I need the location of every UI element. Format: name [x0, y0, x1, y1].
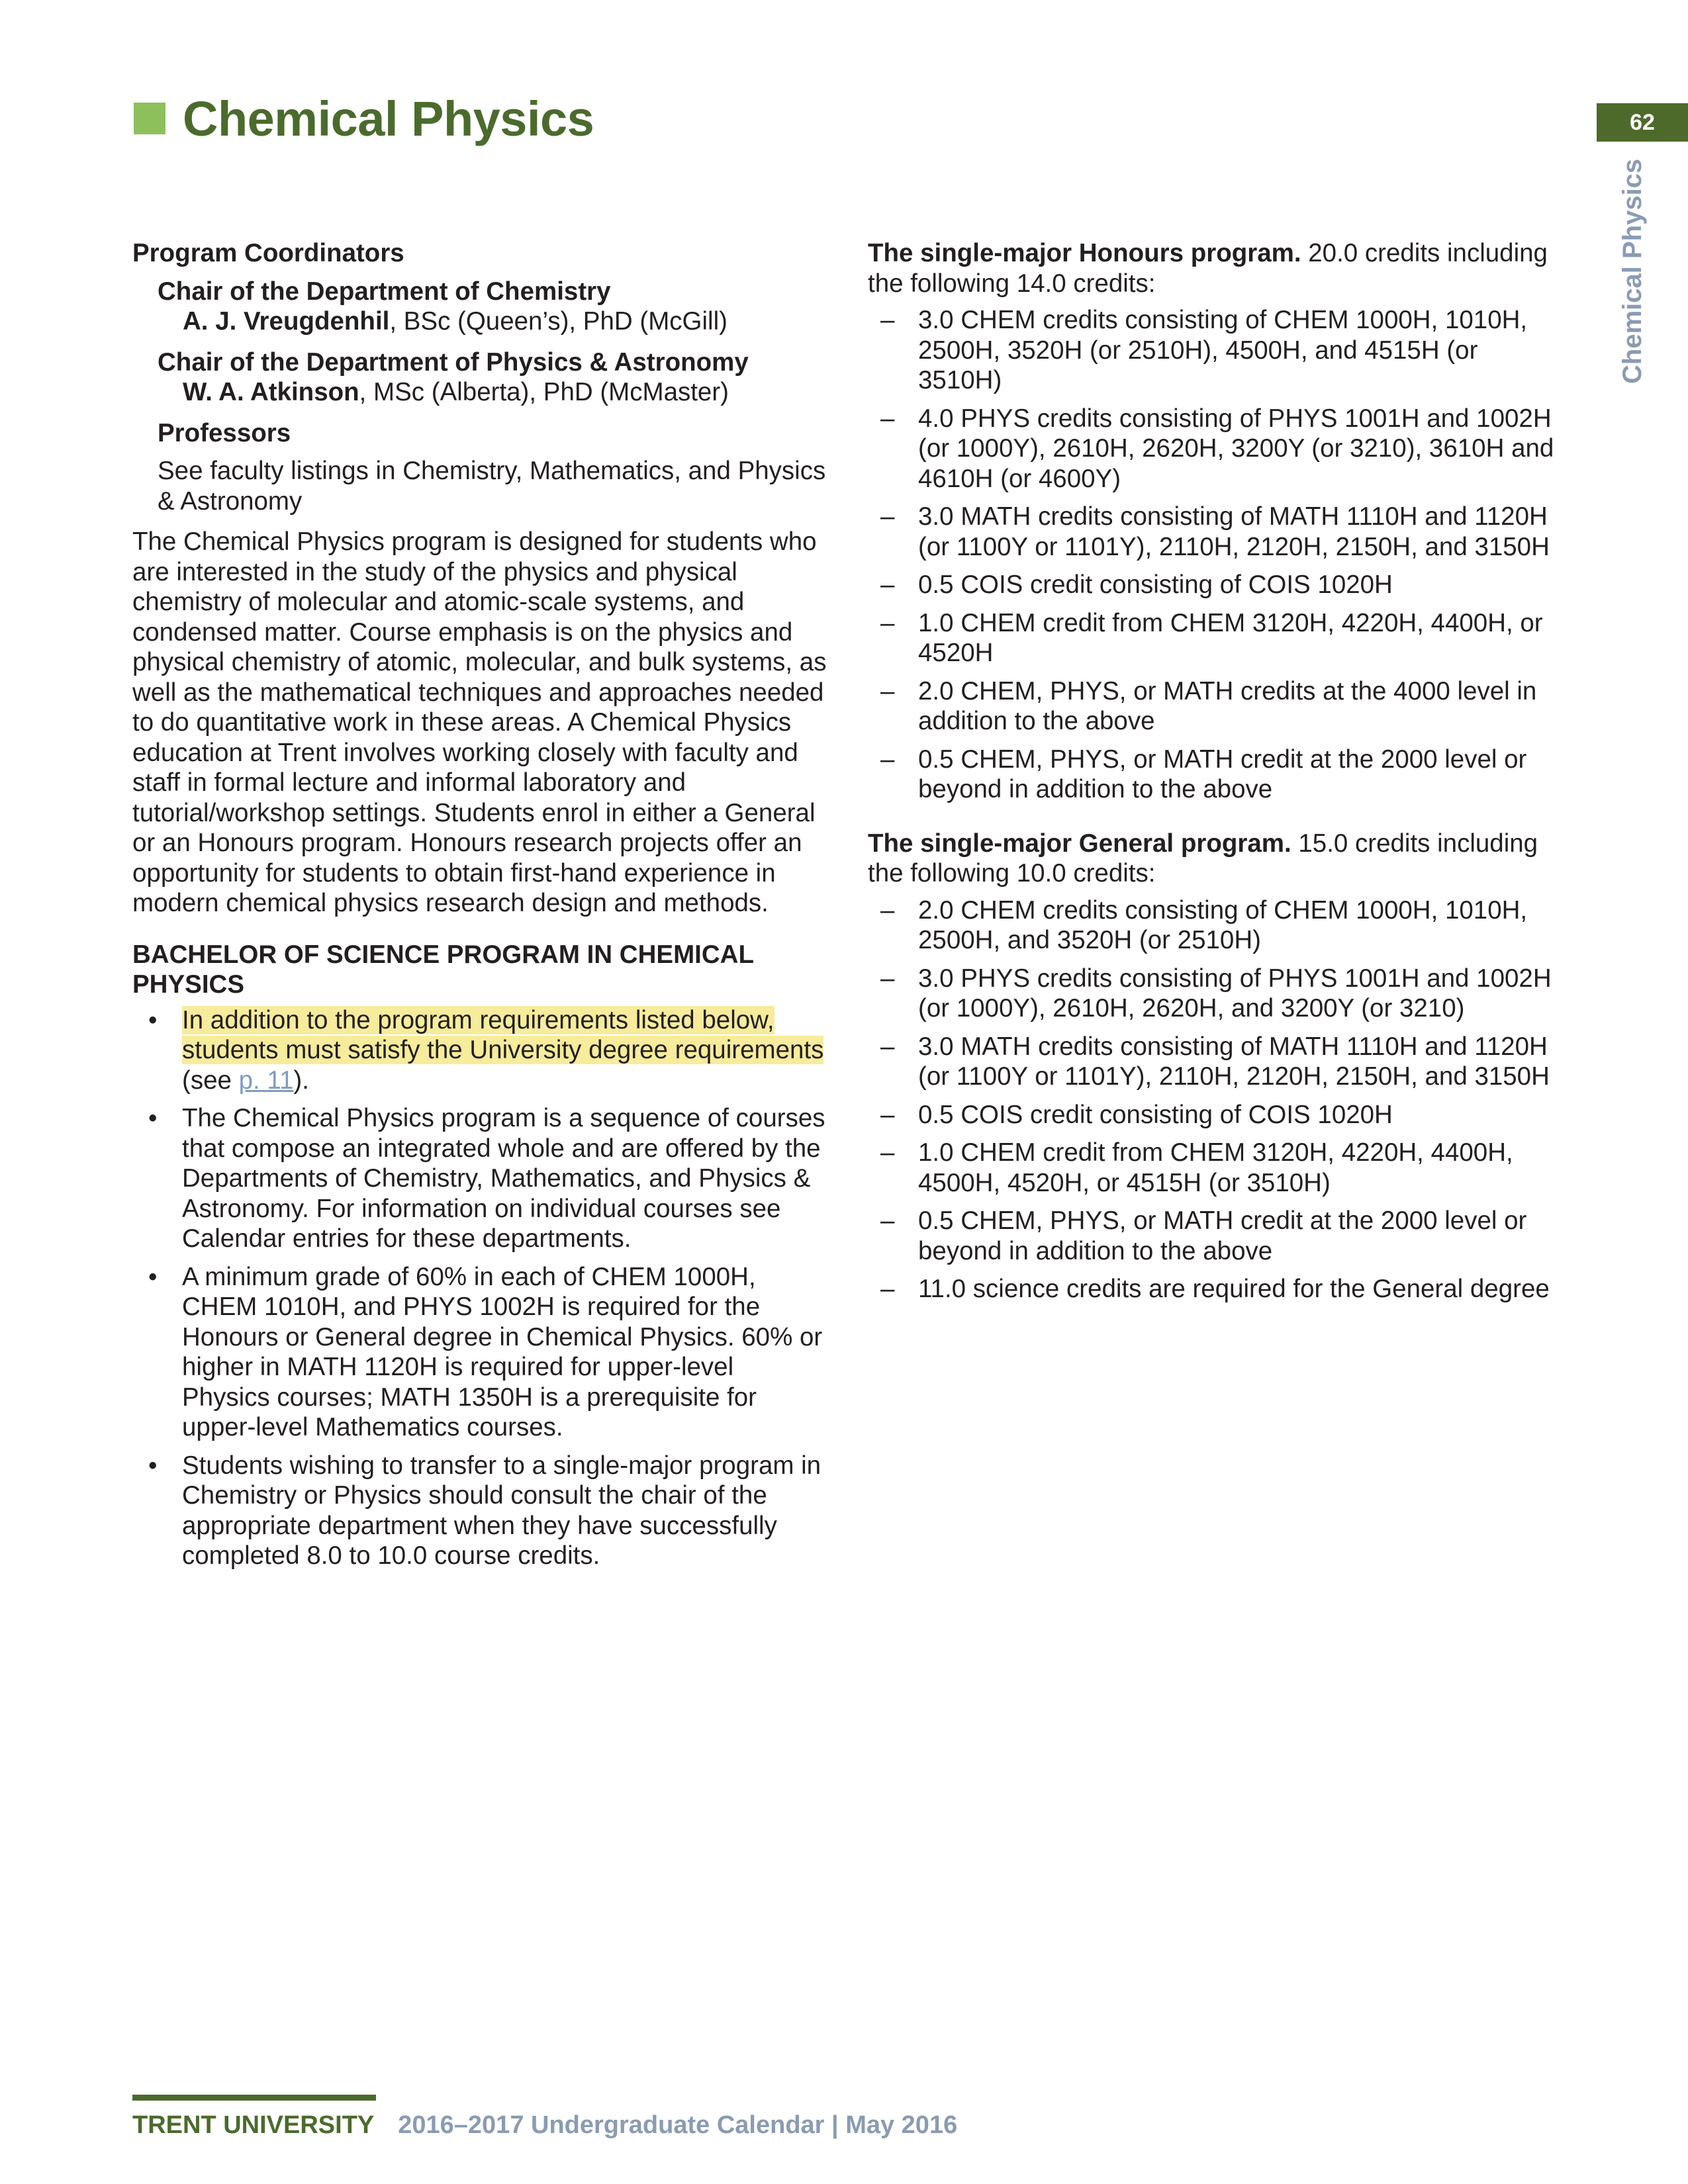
side-tab-label: Chemical Physics — [1618, 158, 1647, 384]
program-intro: The Chemical Physics program is designed for students who are interested in the study of the physics and physical chemistry of molecular and atomic-scale systems, and condensed matter. Course emphasis is on the physics and physical chemistry of atomic, molecular, and bulk systems, as well as the mathematical techniques and approaches needed to do quantitative work in these areas. A Chemical Physics education at Trent involves working closely with faculty and staff in formal lecture and informal laboratory and tutorial/workshop settings. Students enrol in either a General or an Honours program. Honours research projects offer an opportunity for students to obtain first-hand experience in modern chemical physics research design and methods. — [132, 527, 827, 917]
highlighted-text: In addition to the program requirements listed below, students must satisfy the University degree requirements — [182, 1005, 824, 1064]
general-requirements-list — [868, 895, 1563, 1304]
list-item — [868, 1138, 1563, 1198]
professors-text: See faculty listings in Chemistry, Mathematics, and Physics & Astronomy — [158, 457, 826, 516]
honours-title: The single-major Honours program. — [868, 239, 1301, 267]
bullet-icon: • — [148, 1451, 158, 1480]
list-item — [868, 1274, 1563, 1304]
list-item — [868, 608, 1563, 668]
right-column — [868, 238, 1563, 1328]
list-item — [868, 305, 1563, 396]
dash-icon: – — [880, 570, 895, 599]
bullet-icon: • — [148, 1262, 158, 1291]
footer-calendar: 2016–2017 Undergraduate Calendar | May 2016 — [398, 2111, 958, 2139]
list-item — [132, 1103, 827, 1254]
list-item — [868, 1206, 1563, 1266]
bsc-heading: BACHELOR OF SCIENCE PROGRAM IN CHEMICAL PHYSICS — [132, 940, 754, 999]
page-title: Chemical Physics — [183, 91, 594, 146]
list-item-text: 4.0 PHYS credits consisting of PHYS 1001H and 1002H (or 1000Y), 2610H, 2620H, 3200Y (or 3210), 3610H and 4610H (or 4600Y) — [918, 404, 1554, 493]
list-item-text: 3.0 PHYS credits consisting of PHYS 1001H and 1002H (or 1000Y), 2610H, 2620H, and 3200Y (or 3210) — [918, 964, 1552, 1023]
list-item — [132, 1005, 827, 1096]
general-heading — [868, 829, 1563, 889]
phys-chair-credentials: , MSc (Alberta), PhD (McMaster) — [359, 378, 729, 406]
dash-icon: – — [880, 1100, 895, 1129]
page-11-link[interactable]: p. 11 — [238, 1066, 294, 1095]
page-number: 62 — [1597, 103, 1688, 142]
list-item-text: 2.0 CHEM, PHYS, or MATH credits at the 4000 level in addition to the above — [918, 676, 1537, 735]
chem-chair-title: Chair of the Department of Chemistry — [158, 277, 611, 306]
dash-icon: – — [880, 895, 895, 925]
list-item — [868, 404, 1563, 494]
honours-intro: 20.0 credits including the following 14.0 credits: — [868, 239, 1548, 298]
dash-icon: – — [880, 1206, 895, 1235]
chem-chair-person — [183, 306, 827, 337]
footer — [132, 2111, 957, 2140]
general-intro: 15.0 credits including the following 10.0 credits: — [868, 829, 1538, 887]
list-item-text: 3.0 MATH credits consisting of MATH 1110H and 1120H (or 1100Y or 1101Y), 2110H, 2120H, 2150H, and 3150H — [918, 502, 1550, 561]
list-item-text: A minimum grade of 60% in each of CHEM 1000H, CHEM 1010H, and PHYS 1002H is required for the Honours or General degree in Chemical Physics. 60% or higher in MATH 1120H is required for upper-level Physics courses; MATH 1350H is a prerequisite for upper-level Mathematics courses. — [182, 1262, 823, 1441]
list-item-text: 0.5 COIS credit consisting of COIS 1020H — [918, 1100, 1393, 1129]
list-item — [132, 1451, 827, 1571]
list-item — [132, 1262, 827, 1443]
list-item-text: 0.5 CHEM, PHYS, or MATH credit at the 2000 level or beyond in addition to the above — [918, 1206, 1527, 1265]
list-item — [868, 745, 1563, 805]
list-item-text: Students wishing to transfer to a single-major program in Chemistry or Physics should consult the chair of the appropriate department when they have successfully completed 8.0 to 10.0 course credits. — [182, 1451, 821, 1570]
footer-university: TRENT UNIVERSITY — [132, 2111, 375, 2139]
list-item — [868, 570, 1563, 600]
list-item-text: 3.0 CHEM credits consisting of CHEM 1000H, 1010H, 2500H, 3520H (or 2510H), 4500H, and 4515H (or 3510H) — [918, 306, 1528, 394]
list-item-text: 3.0 MATH credits consisting of MATH 1110H and 1120H (or 1100Y or 1101Y), 2110H, 2120H, 2150H, and 3150H — [918, 1032, 1550, 1091]
list-item-text: 0.5 CHEM, PHYS, or MATH credit at the 2000 level or beyond in addition to the above — [918, 745, 1527, 803]
closing-text: ). — [293, 1066, 309, 1095]
chem-chair-name: A. J. Vreugdenhil — [183, 307, 390, 336]
dash-icon: – — [880, 676, 895, 705]
phys-chair-person — [183, 377, 827, 408]
list-item-text: The Chemical Physics program is a sequence of courses that compose an integrated whole and are offered by the Departments of Chemistry, Mathematics, and Physics & Astronomy. For information on individual courses see Calendar entries for these departments. — [182, 1104, 825, 1253]
title-square-icon — [134, 103, 165, 134]
dash-icon: – — [880, 404, 895, 433]
general-title: The single-major General program. — [868, 829, 1291, 858]
phys-chair-title: Chair of the Department of Physics & Astronomy — [158, 347, 749, 377]
honours-requirements-list — [868, 305, 1563, 805]
dash-icon: – — [880, 306, 895, 334]
bullet-icon: • — [148, 1005, 158, 1034]
list-item — [868, 895, 1563, 956]
left-column — [132, 238, 827, 1579]
see-text: (see — [182, 1066, 239, 1095]
bsc-requirements-list — [132, 1005, 827, 1571]
phys-chair-name: W. A. Atkinson — [183, 378, 359, 406]
dash-icon: – — [880, 502, 895, 531]
list-item — [868, 502, 1563, 562]
list-item — [868, 1100, 1563, 1130]
list-item-text: 1.0 CHEM credit from CHEM 3120H, 4220H, 4400H, 4500H, 4520H, or 4515H (or 3510H) — [918, 1138, 1513, 1197]
dash-icon: – — [880, 745, 895, 774]
dash-icon: – — [880, 1275, 895, 1303]
list-item-text: 11.0 science credits are required for the General degree — [918, 1275, 1550, 1303]
dash-icon: – — [880, 1032, 895, 1061]
list-item-text: 1.0 CHEM credit from CHEM 3120H, 4220H, 4400H, or 4520H — [918, 608, 1543, 667]
coordinators-block — [158, 277, 827, 517]
professors-title: Professors — [158, 418, 291, 447]
list-item — [868, 1032, 1563, 1092]
dash-icon: – — [880, 1138, 895, 1167]
dash-icon: – — [880, 964, 895, 993]
chem-chair-credentials: , BSc (Queen’s), PhD (McGill) — [389, 307, 727, 336]
dash-icon: – — [880, 608, 895, 637]
list-item — [868, 964, 1563, 1024]
coordinators-heading: Program Coordinators — [132, 239, 404, 267]
honours-heading — [868, 238, 1563, 298]
list-item-text: 0.5 COIS credit consisting of COIS 1020H — [918, 570, 1393, 599]
bullet-icon: • — [148, 1104, 158, 1132]
list-item — [868, 676, 1563, 737]
list-item-text: 2.0 CHEM credits consisting of CHEM 1000H, 1010H, 2500H, and 3520H (or 2510H) — [918, 895, 1528, 954]
footer-rule — [132, 2095, 376, 2101]
